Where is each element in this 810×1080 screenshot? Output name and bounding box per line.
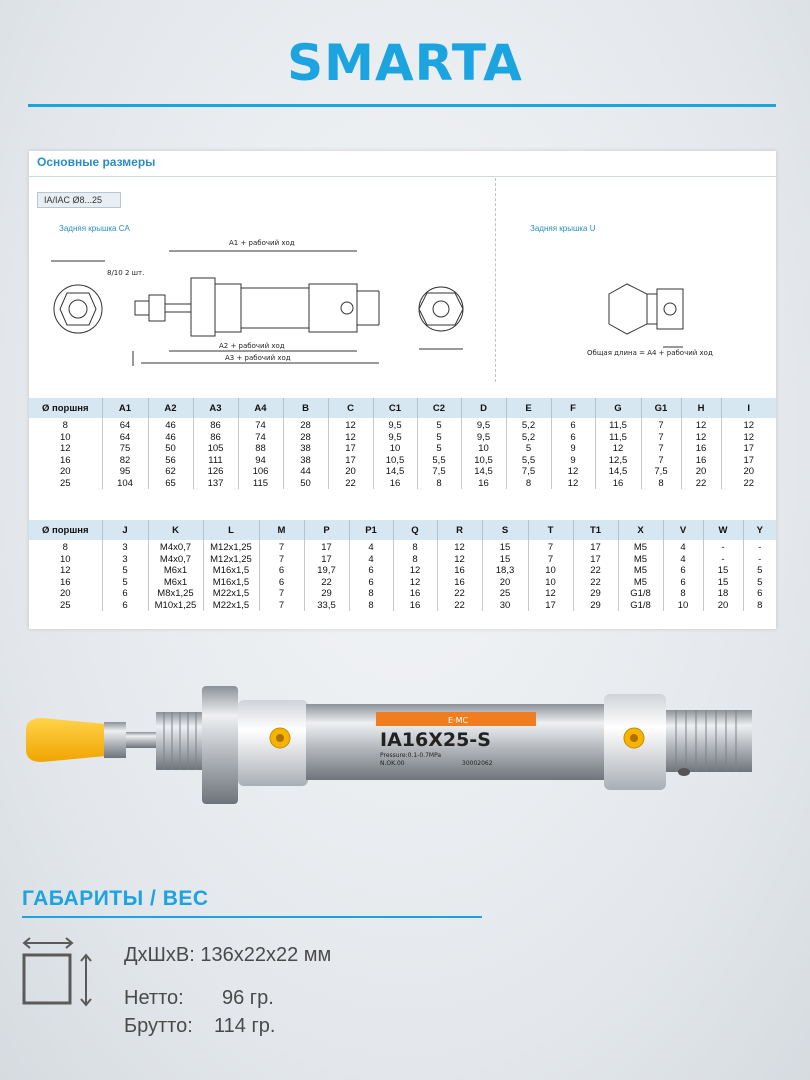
table-cell: - xyxy=(758,553,762,565)
table-cell: 10 xyxy=(663,600,703,612)
table-header: L xyxy=(203,520,259,540)
table-header: A1 xyxy=(102,398,148,418)
table-cell: 11,5 xyxy=(595,418,641,432)
table-cell: G1/8 xyxy=(618,600,663,612)
table-cell: 12 xyxy=(595,443,641,455)
table-cell: 8 xyxy=(506,478,551,490)
table-cell: M5 xyxy=(618,577,663,589)
table-cell: 7 xyxy=(259,588,304,600)
table-cell: 22 xyxy=(743,477,755,489)
table-cell: 9,5 xyxy=(373,432,417,444)
table-cell: 6 xyxy=(551,418,595,432)
table-header: G xyxy=(595,398,641,418)
table-cell: 30 xyxy=(482,600,528,612)
cap-u-label: Задняя крышка U xyxy=(530,224,596,233)
table-cell: 4 xyxy=(663,554,703,566)
table-cell: 7 xyxy=(259,554,304,566)
table-cell: 22 xyxy=(573,577,618,589)
table-cell: 20 xyxy=(703,600,743,612)
table-cell: 75 xyxy=(102,443,148,455)
table-cell: 22 xyxy=(437,600,482,612)
table-2-header-row xyxy=(29,520,776,540)
table-header: F xyxy=(551,398,595,418)
table-header: X xyxy=(618,520,663,540)
table-cell: 15 xyxy=(482,554,528,566)
table-cell: 16 xyxy=(437,565,482,577)
table-cell: 8 xyxy=(393,554,437,566)
table-cell: 8 xyxy=(29,540,102,554)
gross-weight-value: 114 гр. xyxy=(214,1015,276,1037)
table-cell: 12 xyxy=(551,478,595,490)
table-cell: 7 xyxy=(641,432,681,444)
table-cell: 7,5 xyxy=(506,466,551,478)
table-cell: 7 xyxy=(641,443,681,455)
dim-a2-label: A2 + рабочий ход xyxy=(219,342,285,350)
table-header: V xyxy=(663,520,703,540)
table-cell: 74 xyxy=(238,432,283,444)
table-cell: 6 xyxy=(551,432,595,444)
table-cell: 5,5 xyxy=(506,455,551,467)
table-cell: 25 xyxy=(482,588,528,600)
table-1-header-row xyxy=(29,398,776,418)
table-cell: 20 xyxy=(29,466,102,478)
table-cell: 12 xyxy=(393,577,437,589)
table-row xyxy=(29,443,776,455)
table-cell: 16 xyxy=(393,600,437,612)
table-cell: 28 xyxy=(283,418,328,432)
table-header: E xyxy=(506,398,551,418)
table-row xyxy=(29,577,776,589)
table-cell: 5 xyxy=(417,432,461,444)
table-cell: M12x1,25 xyxy=(203,540,259,554)
table-cell: 29 xyxy=(304,588,349,600)
table-cell: 20 xyxy=(29,588,102,600)
table-cell: 10 xyxy=(528,577,573,589)
table-cell: 33,5 xyxy=(304,600,349,612)
table-cell: 9 xyxy=(551,443,595,455)
table-cell: M4x0,7 xyxy=(148,540,203,554)
table-cell: 20 xyxy=(328,466,373,478)
label-model: IA16X25-S xyxy=(380,729,491,751)
table-cell: 12,5 xyxy=(595,455,641,467)
table-cell: 74 xyxy=(238,418,283,432)
table-cell: 25 xyxy=(29,600,102,612)
table-header: K xyxy=(148,520,203,540)
table-cell: 12 xyxy=(743,420,755,432)
table-cell: 7 xyxy=(259,600,304,612)
table-header: C1 xyxy=(373,398,417,418)
table-cell: 5,2 xyxy=(506,432,551,444)
table-cell: 6 xyxy=(349,565,393,577)
table-2-body xyxy=(29,540,776,611)
table-cell: 16 xyxy=(373,478,417,490)
table-cell: 17 xyxy=(573,554,618,566)
table-cell: 16 xyxy=(29,577,102,589)
table-cell: 126 xyxy=(193,466,238,478)
table-cell: 8 xyxy=(417,478,461,490)
table-cell: 15 xyxy=(703,577,743,589)
dimensions-table-2 xyxy=(29,520,776,611)
table-cell: 22 xyxy=(573,565,618,577)
table-cell: 12 xyxy=(743,431,755,443)
label-serial: 30002062 xyxy=(462,760,493,767)
table-cell: M12x1,25 xyxy=(203,554,259,566)
table-cell: 9,5 xyxy=(461,432,506,444)
table-cell: 86 xyxy=(193,432,238,444)
table-cell: 6 xyxy=(663,577,703,589)
table-cell: M4x0,7 xyxy=(148,554,203,566)
table-cell: 44 xyxy=(283,466,328,478)
table-cell: 17 xyxy=(743,454,755,466)
table-cell: M5 xyxy=(618,565,663,577)
table-cell: 5,2 xyxy=(506,418,551,432)
table-cell: 28 xyxy=(283,432,328,444)
table-cell: 12 xyxy=(393,565,437,577)
table-cell: 29 xyxy=(573,588,618,600)
table-cell: 15 xyxy=(482,540,528,554)
dim-a1-label: A1 + рабочий ход xyxy=(229,239,295,247)
table-cell: - xyxy=(703,540,743,554)
table-cell: G1/8 xyxy=(618,588,663,600)
table-cell: 106 xyxy=(238,466,283,478)
table-cell: 11,5 xyxy=(595,432,641,444)
table-cell: 10 xyxy=(461,443,506,455)
table-cell: 10 xyxy=(29,554,102,566)
table-header: D xyxy=(461,398,506,418)
table-row xyxy=(29,600,776,612)
product-photo xyxy=(18,680,778,810)
table-cell: 17 xyxy=(743,443,755,455)
table-header: W xyxy=(703,520,743,540)
spec-title: Основные размеры xyxy=(37,155,156,169)
table-cell: 17 xyxy=(528,600,573,612)
table-header: Ø поршня xyxy=(29,520,102,540)
table-cell: 29 xyxy=(573,600,618,612)
header-divider xyxy=(28,104,776,107)
table-cell: M16x1,5 xyxy=(203,565,259,577)
table-header: I xyxy=(721,398,776,418)
table-cell: 64 xyxy=(102,432,148,444)
dim-total-label: Общая длина = A4 + рабочий ход xyxy=(587,349,713,357)
table-cell: 38 xyxy=(283,443,328,455)
table-row xyxy=(29,432,776,444)
table-cell: 8 xyxy=(29,418,102,432)
table-header: J xyxy=(102,520,148,540)
table-cell: 10 xyxy=(29,432,102,444)
table-cell: 64 xyxy=(102,418,148,432)
table-cell: 17 xyxy=(304,554,349,566)
table-cell: 104 xyxy=(102,478,148,490)
table-cell: M5 xyxy=(618,540,663,554)
table-cell: 5 xyxy=(757,565,763,577)
table-cell: 4 xyxy=(349,540,393,554)
table-cell: 17 xyxy=(573,540,618,554)
dimensions-table-1 xyxy=(29,398,776,489)
table-header: G1 xyxy=(641,398,681,418)
table-cell: 6 xyxy=(663,565,703,577)
label-ok: N.OK.00 xyxy=(380,760,405,767)
table-cell: 8 xyxy=(757,599,763,611)
table-cell: 25 xyxy=(29,478,102,490)
table-cell: 17 xyxy=(328,455,373,467)
table-cell: 9,5 xyxy=(461,418,506,432)
table-cell: 56 xyxy=(148,455,193,467)
table-cell: 12 xyxy=(437,554,482,566)
table-cell: - xyxy=(758,542,762,554)
table-header: A2 xyxy=(148,398,193,418)
table-cell: 6 xyxy=(349,577,393,589)
table-row xyxy=(29,588,776,600)
table-header: P1 xyxy=(349,520,393,540)
table-cell: 12 xyxy=(328,432,373,444)
table-header: Ø поршня xyxy=(29,398,102,418)
table-row xyxy=(29,418,776,432)
table-cell: 16 xyxy=(681,443,721,455)
table-cell: 82 xyxy=(102,455,148,467)
section-heading-dimensions: ГАБАРИТЫ / ВЕС xyxy=(22,887,209,910)
table-cell: 95 xyxy=(102,466,148,478)
table-cell: 3 xyxy=(102,554,148,566)
label-brand: E·MC xyxy=(448,716,469,725)
table-row xyxy=(29,478,776,490)
table-cell: 5,5 xyxy=(417,455,461,467)
table-cell: 8 xyxy=(663,588,703,600)
table-header: S xyxy=(482,520,528,540)
dim-a3-label: A3 + рабочий ход xyxy=(225,354,291,362)
table-cell: 111 xyxy=(193,455,238,467)
table-cell: 7,5 xyxy=(417,466,461,478)
table-header: R xyxy=(437,520,482,540)
table-header: A3 xyxy=(193,398,238,418)
table-cell: 7,5 xyxy=(641,466,681,478)
table-cell: 22 xyxy=(681,478,721,490)
table-cell: M8x1,25 xyxy=(148,588,203,600)
table-cell: 7 xyxy=(641,455,681,467)
table-cell: 22 xyxy=(437,588,482,600)
brand-logo: SMARTA xyxy=(287,34,523,92)
table-cell: 12 xyxy=(681,418,721,432)
table-cell: 12 xyxy=(29,565,102,577)
table-cell: 8 xyxy=(349,600,393,612)
table-cell: 8 xyxy=(641,478,681,490)
table-cell: 12 xyxy=(528,588,573,600)
net-weight-value: 96 гр. xyxy=(222,987,274,1009)
table-cell: 12 xyxy=(328,418,373,432)
table-header: C2 xyxy=(417,398,461,418)
table-cell: 3 xyxy=(102,540,148,554)
table-cell: 7 xyxy=(528,554,573,566)
table-cell: 17 xyxy=(304,540,349,554)
table-cell: 14,5 xyxy=(595,466,641,478)
table-cell: 5 xyxy=(417,443,461,455)
table-cell: 20 xyxy=(681,466,721,478)
table-cell: M22x1,5 xyxy=(203,588,259,600)
table-cell: 9 xyxy=(551,455,595,467)
table-row xyxy=(29,540,776,554)
table-cell: 8 xyxy=(349,588,393,600)
table-cell: 19,7 xyxy=(304,565,349,577)
table-cell: 7 xyxy=(259,540,304,554)
table-cell: - xyxy=(703,554,743,566)
table-cell: 50 xyxy=(148,443,193,455)
table-cell: 12 xyxy=(437,540,482,554)
gross-weight-label: Брутто: xyxy=(124,1015,193,1037)
table-cell: 6 xyxy=(259,577,304,589)
table-cell: 62 xyxy=(148,466,193,478)
table-cell: 7 xyxy=(641,418,681,432)
table-cell: 6 xyxy=(757,588,763,600)
table-cell: M5 xyxy=(618,554,663,566)
table-cell: 7 xyxy=(528,540,573,554)
table-cell: 18 xyxy=(703,588,743,600)
table-cell: 4 xyxy=(349,554,393,566)
dimensions-icon xyxy=(20,935,100,1015)
spec-sheet xyxy=(29,151,776,629)
table-cell: 6 xyxy=(102,588,148,600)
table-cell: 50 xyxy=(283,478,328,490)
table-cell: 16 xyxy=(595,478,641,490)
table-cell: 18,3 xyxy=(482,565,528,577)
table-cell: 46 xyxy=(148,432,193,444)
table-cell: 16 xyxy=(681,455,721,467)
table-cell: 94 xyxy=(238,455,283,467)
table-cell: 5 xyxy=(417,418,461,432)
table-cell: 9,5 xyxy=(373,418,417,432)
table-header: M xyxy=(259,520,304,540)
table-cell: 12 xyxy=(551,466,595,478)
net-weight-label: Нетто: xyxy=(124,987,184,1009)
table-row xyxy=(29,455,776,467)
table-cell: 65 xyxy=(148,478,193,490)
cap-ca-label: Задняя крышка CA xyxy=(59,224,130,233)
table-cell: 6 xyxy=(102,600,148,612)
table-1-body xyxy=(29,418,776,489)
table-cell: 10 xyxy=(373,443,417,455)
table-cell: 38 xyxy=(283,455,328,467)
table-cell: 16 xyxy=(461,478,506,490)
table-cell: M16x1,5 xyxy=(203,577,259,589)
table-row xyxy=(29,466,776,478)
table-cell: 14,5 xyxy=(373,466,417,478)
table-cell: M6x1 xyxy=(148,565,203,577)
table-header: A4 xyxy=(238,398,283,418)
table-cell: 14,5 xyxy=(461,466,506,478)
table-cell: M10x1,25 xyxy=(148,600,203,612)
table-cell: 88 xyxy=(238,443,283,455)
table-cell: 15 xyxy=(703,565,743,577)
table-header: P xyxy=(304,520,349,540)
nuts-label: 8/10 2 шт. xyxy=(107,269,145,277)
table-row xyxy=(29,565,776,577)
table-cell: 5 xyxy=(506,443,551,455)
table-cell: 22 xyxy=(328,478,373,490)
table-header: C xyxy=(328,398,373,418)
table-cell: 16 xyxy=(29,455,102,467)
table-cell: 4 xyxy=(663,540,703,554)
table-header: B xyxy=(283,398,328,418)
table-cell: 12 xyxy=(681,432,721,444)
table-header: T xyxy=(528,520,573,540)
table-cell: 137 xyxy=(193,478,238,490)
table-header: T1 xyxy=(573,520,618,540)
table-cell: 6 xyxy=(259,565,304,577)
table-cell: 16 xyxy=(393,588,437,600)
table-cell: 86 xyxy=(193,418,238,432)
series-tag: IA/IAC Ø8...25 xyxy=(37,192,121,208)
table-cell: 115 xyxy=(238,478,283,490)
table-cell: 5 xyxy=(102,565,148,577)
section-divider xyxy=(22,916,482,918)
table-header: Y xyxy=(743,520,776,540)
table-cell: 17 xyxy=(328,443,373,455)
table-cell: 22 xyxy=(304,577,349,589)
table-header: H xyxy=(681,398,721,418)
table-cell: 20 xyxy=(743,466,755,478)
table-cell: M6x1 xyxy=(148,577,203,589)
table-cell: 105 xyxy=(193,443,238,455)
dimensions-size: ДхШхВ: 136x22x22 мм xyxy=(124,944,332,966)
table-cell: M22x1,5 xyxy=(203,600,259,612)
table-cell: 10 xyxy=(528,565,573,577)
table-cell: 10,5 xyxy=(461,455,506,467)
table-cell: 8 xyxy=(393,540,437,554)
table-header: Q xyxy=(393,520,437,540)
table-cell: 20 xyxy=(482,577,528,589)
label-pressure: Pressure:0.1-0.7MPa xyxy=(380,752,442,759)
table-cell: 10,5 xyxy=(373,455,417,467)
table-cell: 16 xyxy=(437,577,482,589)
table-cell: 12 xyxy=(29,443,102,455)
table-cell: 5 xyxy=(102,577,148,589)
table-cell: 5 xyxy=(757,576,763,588)
table-row xyxy=(29,554,776,566)
table-cell: 46 xyxy=(148,418,193,432)
